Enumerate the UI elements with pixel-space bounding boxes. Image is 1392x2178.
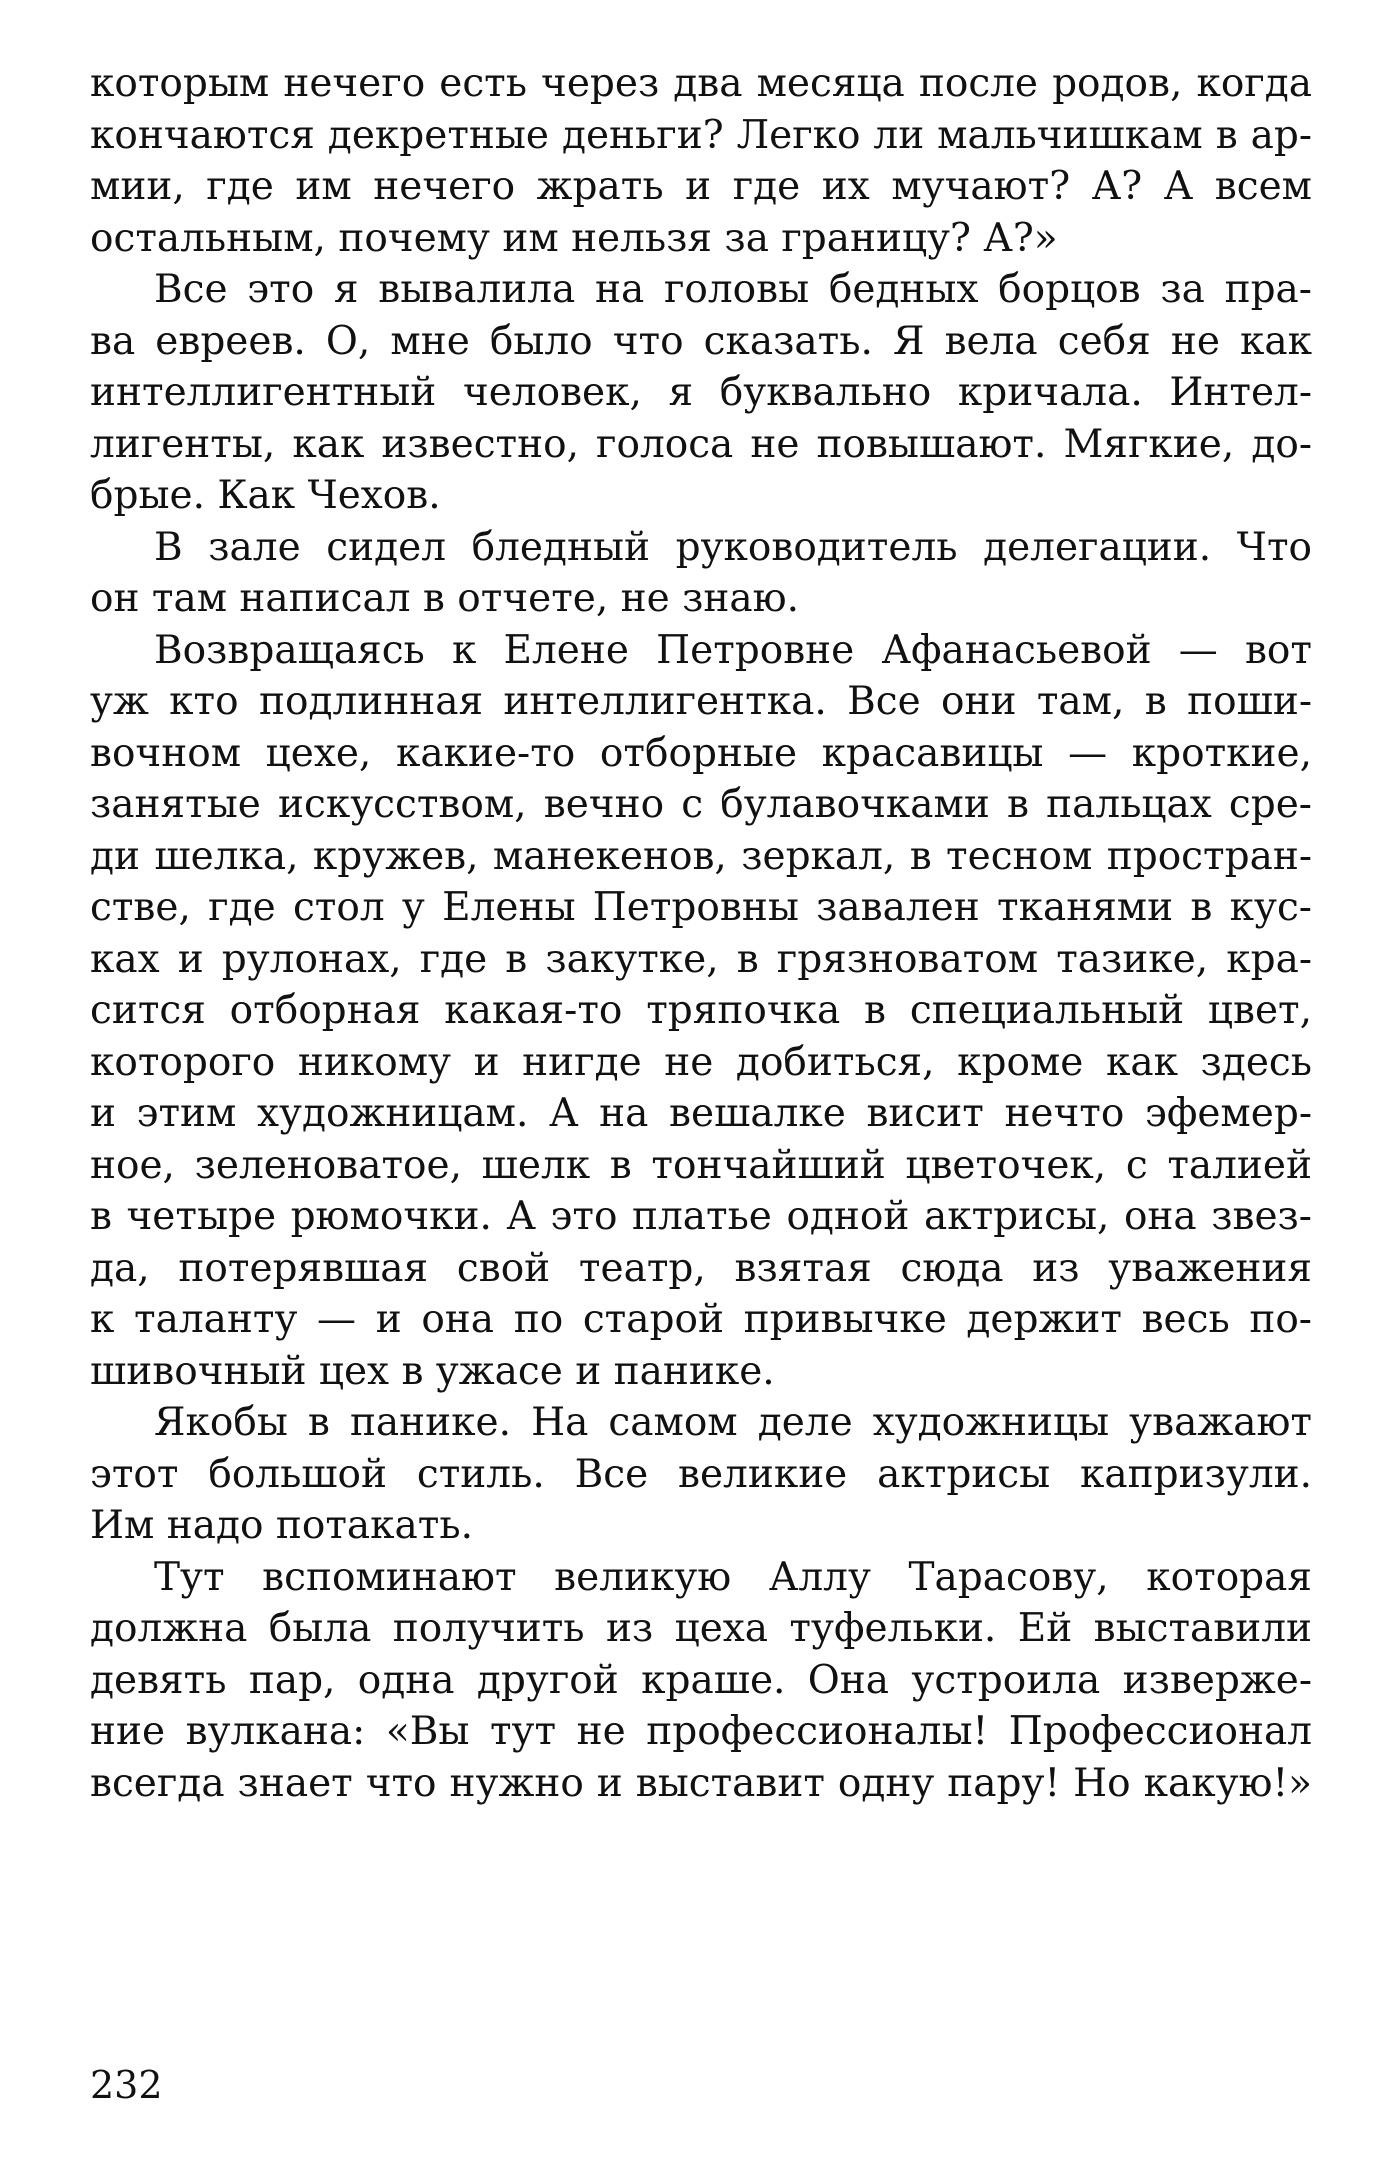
text-line: Тут вспоминают великую Аллу Тарасову, которая xyxy=(154,1554,1312,1600)
text-line: лигенты, как известно, голоса не повышают. Мягкие, до- xyxy=(90,421,1312,467)
text-line: остальным, почему им нельзя за границу? А?» xyxy=(90,215,1058,261)
text-line: да, потерявшая свой театр, взятая сюда из уважения xyxy=(90,1245,1312,1291)
text-line: уж кто подлинная интеллигентка. Все они там, в поши- xyxy=(90,679,1312,724)
text-line: он там написал в отчете, не знаю. xyxy=(90,576,799,621)
text-line: брые. Как Чехов. xyxy=(90,473,441,518)
text-line: мии, где им нечего жрать и где их мучают? А? А всем xyxy=(90,164,1312,209)
text-line: занятые искусством, вечно с булавочками в пальцах сре- xyxy=(90,782,1312,827)
text-line: которого никому и нигде не добиться, кроме как здесь xyxy=(90,1039,1312,1085)
text-line: ках и рулонах, где в закутке, в грязноватом тазике, кра- xyxy=(90,936,1312,982)
text-line: вочном цехе, какие-то отборные красавицы — кроткие, xyxy=(90,730,1312,776)
text-line: в четыре рюмочки. А это платье одной актрисы, она звез- xyxy=(90,1194,1312,1239)
text-line: должна была получить из цеха туфельки. Ей выставили xyxy=(90,1606,1312,1651)
text-line: ва евреев. О, мне было что сказать. Я вела себя не как xyxy=(90,318,1312,364)
text-line: всегда знает что нужно и выставит одну пару! Но какую!» xyxy=(90,1760,1312,1806)
text-line: шивочный цех в ужасе и панике. xyxy=(90,1348,775,1394)
text-line: Им надо потакать. xyxy=(90,1503,474,1548)
text-line: кончаются декретные деньги? Легко ли мальчишкам в ар- xyxy=(90,112,1312,158)
book-page xyxy=(90,58,1312,2148)
text-line: стве, где стол у Елены Петровны завален тканями в кус- xyxy=(90,885,1312,930)
text-line: интеллигентный человек, я буквально кричала. Интел- xyxy=(90,370,1312,415)
text-line: Якобы в панике. На самом деле художницы уважают xyxy=(154,1400,1312,1445)
text-line: В зале сидел бледный руководитель делегации. Что xyxy=(154,524,1312,570)
text-line: ние вулкана: «Вы тут не профессионалы! Профессионал xyxy=(90,1709,1312,1754)
text-line: и этим художницам. А на вешалке висит нечто эфемер- xyxy=(90,1091,1312,1136)
text-line: Все это я вывалила на головы бедных борцов за пра- xyxy=(154,267,1312,312)
text-line: которым нечего есть через два месяца после родов, когда xyxy=(90,61,1312,106)
page-number: 232 xyxy=(90,2063,163,2107)
text-line: девять пар, одна другой краше. Она устроила изверже- xyxy=(90,1657,1312,1703)
text-line: ди шелка, кружев, манекенов, зеркал, в тесном простран- xyxy=(90,833,1312,879)
text-line: этот большой стиль. Все великие актрисы капризули. xyxy=(90,1451,1312,1497)
text-line: к таланту — и она по старой привычке держит весь по- xyxy=(90,1297,1312,1342)
text-line: Возвращаясь к Елене Петровне Афанасьевой — вот xyxy=(154,627,1312,673)
text-line: ное, зеленоватое, шелк в тончайший цветочек, с талией xyxy=(90,1142,1312,1188)
text-line: сится отборная какая-то тряпочка в специальный цвет, xyxy=(90,988,1312,1033)
page-body-text xyxy=(90,58,1312,1809)
